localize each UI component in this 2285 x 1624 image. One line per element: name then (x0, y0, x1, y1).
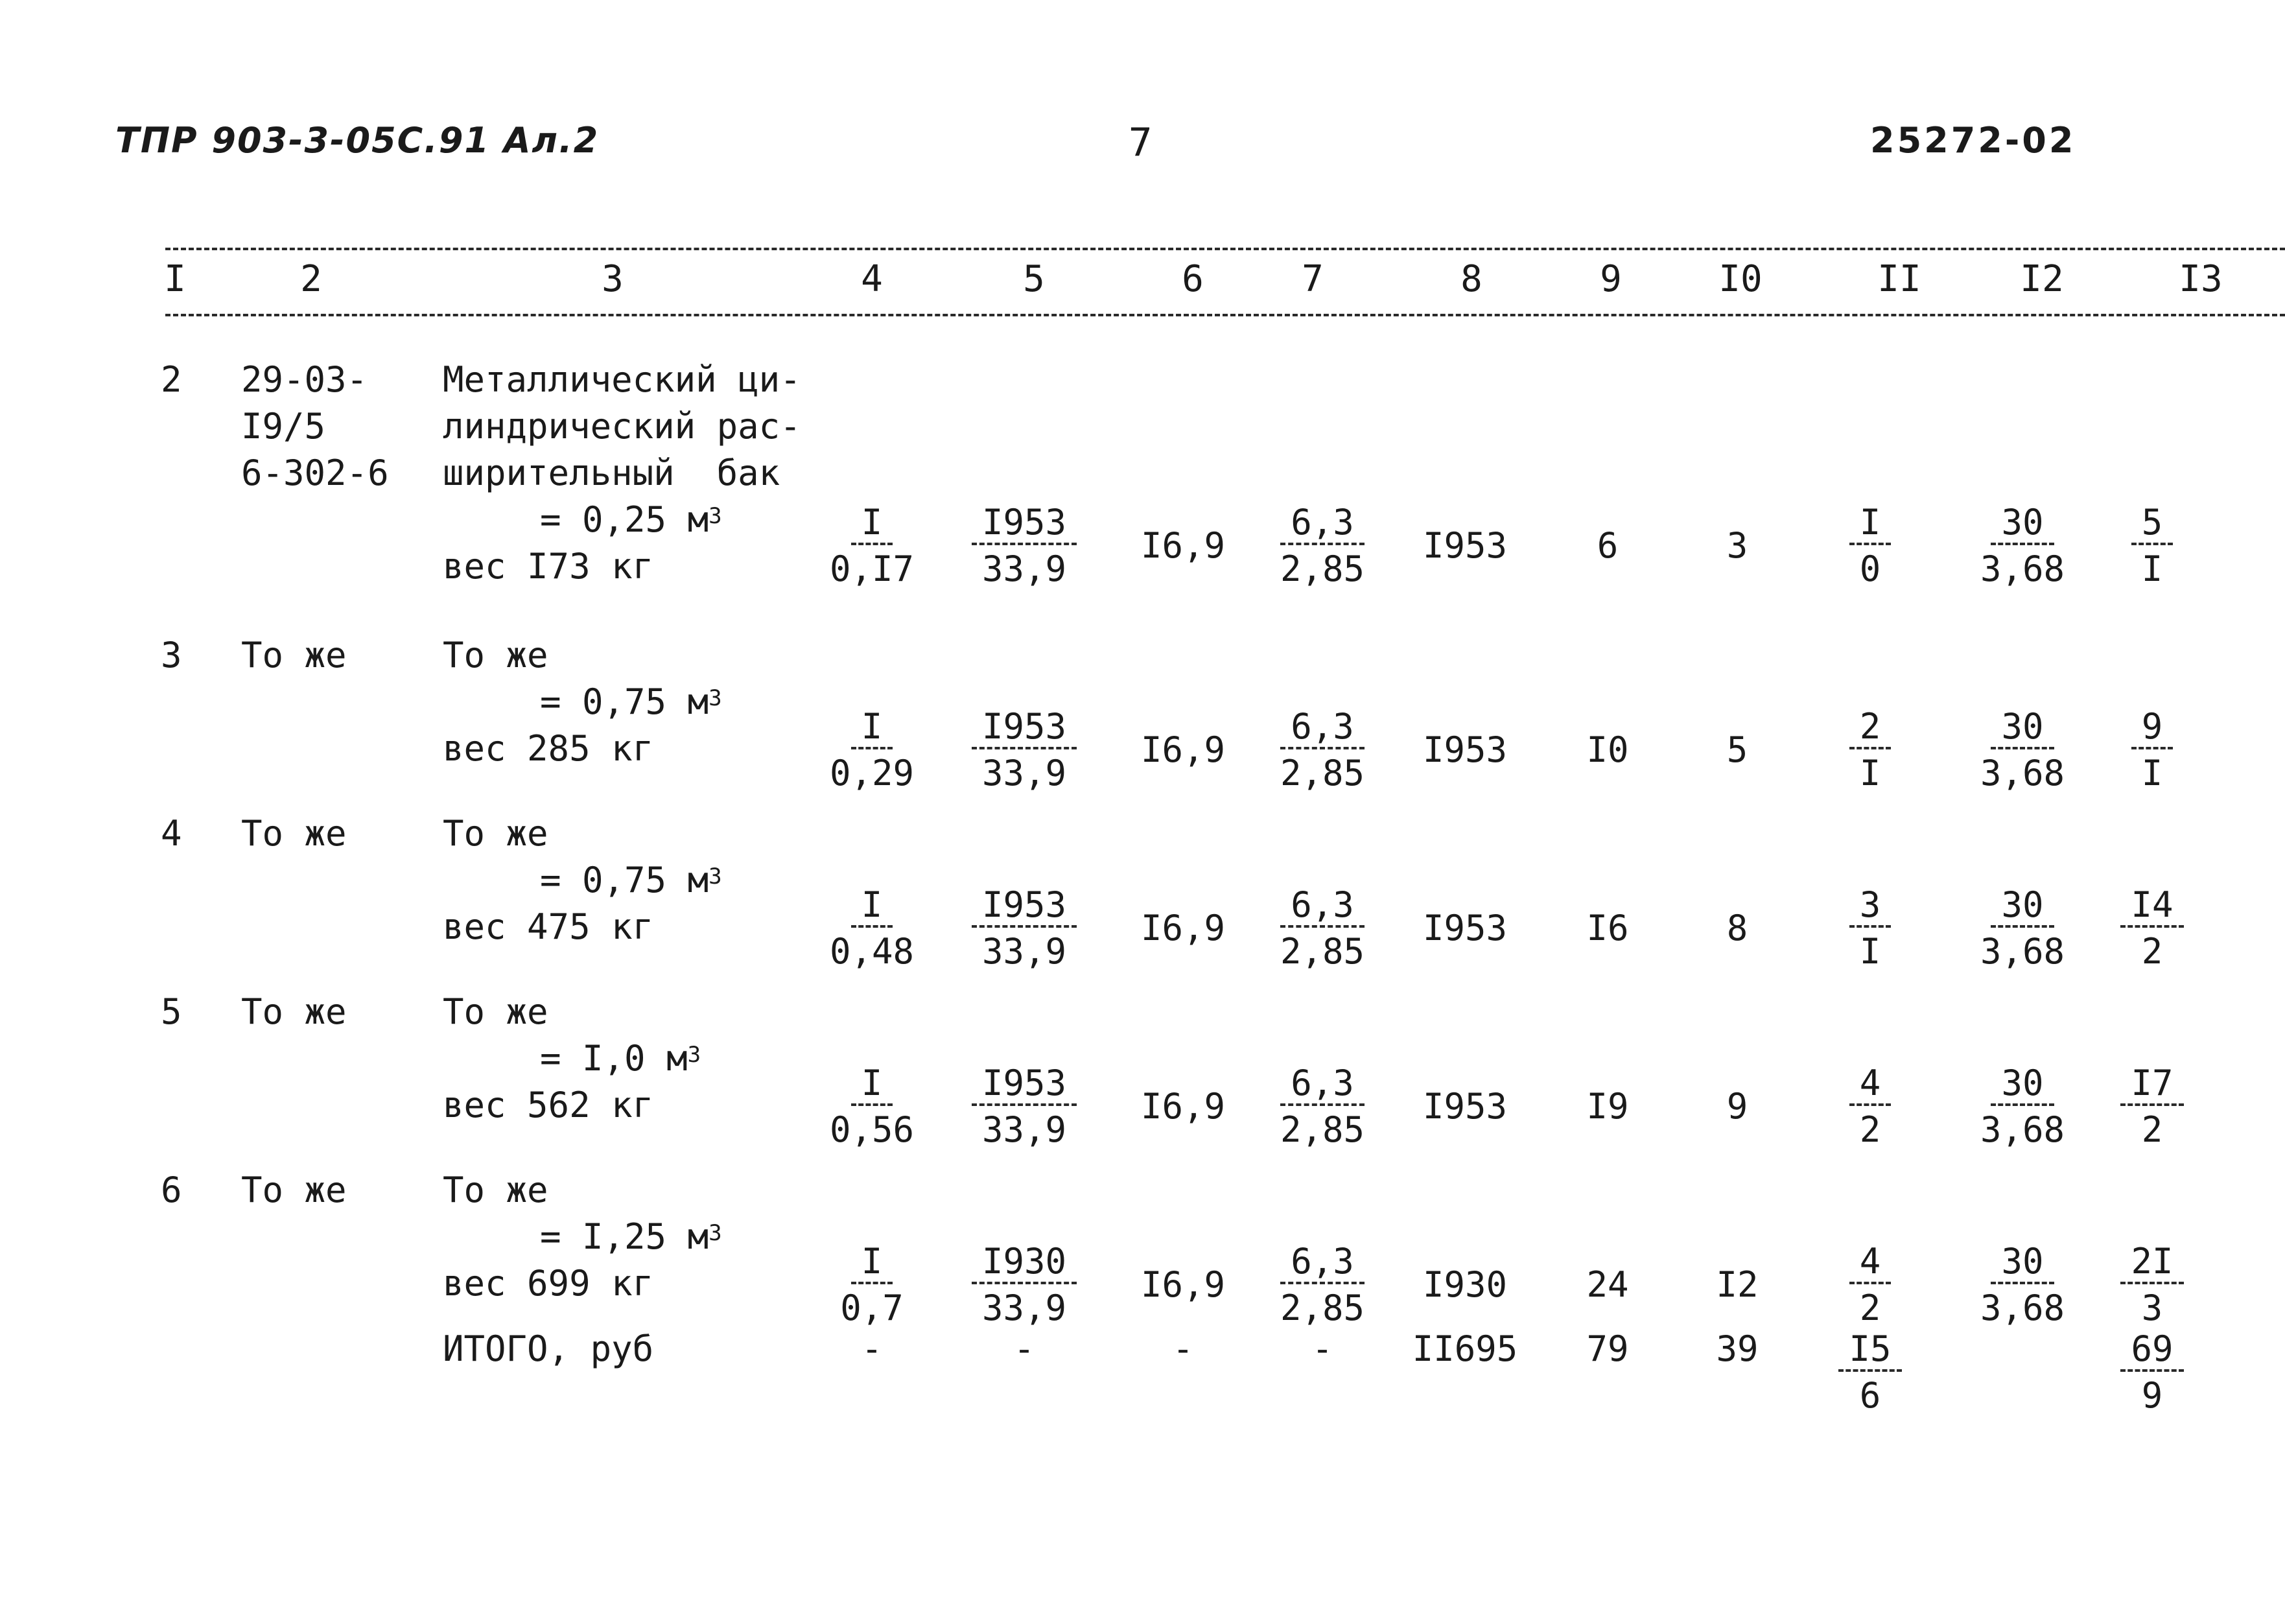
value-cell: I6,9 (1140, 525, 1226, 566)
fraction-cell (1245, 703, 1400, 797)
fraction-cell (2074, 1326, 2230, 1419)
fraction-denominator: 0,I7 (829, 548, 915, 589)
column-number: 8 (1460, 258, 1482, 300)
fraction-numerator: 6,3 (1280, 1063, 1365, 1106)
fraction-denominator: 33,9 (981, 548, 1067, 589)
fraction-numerator: 5 (2131, 502, 2174, 545)
item-description-line: = I,25 $м^3$ (540, 1216, 722, 1257)
fraction-numerator: 3 (1849, 885, 1892, 928)
position-code-line: 6-302-6 (241, 453, 389, 493)
fraction-denominator: 2,85 (1280, 548, 1365, 589)
column-number: I3 (2179, 258, 2223, 300)
fraction-denominator: 2,85 (1280, 931, 1365, 972)
column-number: 2 (300, 258, 322, 300)
fraction-cell (1792, 703, 1948, 797)
page-number: 7 (1128, 120, 1153, 165)
fraction-denominator: 2 (1859, 1288, 1881, 1328)
value-cell: I953 (1422, 525, 1508, 566)
fraction-denominator: 3,68 (1980, 1109, 2065, 1150)
value-cell: 3 (1726, 525, 1748, 566)
value-cell: 24 (1586, 1264, 1629, 1305)
value-cell: I953 (1422, 908, 1508, 948)
position-code (241, 357, 389, 497)
cubic-superscript: 3 (709, 1220, 722, 1246)
column-number: 7 (1302, 258, 1324, 300)
fraction-cell (794, 499, 950, 593)
item-description-line: = 0,25 $м^3$ (540, 499, 722, 540)
fraction-cell (2074, 499, 2230, 593)
fraction-numerator: 30 (1991, 707, 2054, 749)
value-cell: - (1172, 1328, 1194, 1369)
fraction-numerator: I (851, 1242, 893, 1284)
item-description-line: = 0,75 $м^3$ (540, 681, 722, 722)
fraction-denominator: 0 (1859, 548, 1881, 589)
item-description-line: ширительный бак (443, 453, 780, 493)
fraction-numerator: I (1849, 502, 1892, 545)
fraction-numerator: 30 (1991, 1242, 2054, 1284)
fraction-denominator: 2 (1859, 1109, 1881, 1150)
item-description-line: = I,0 $м^3$ (540, 1038, 701, 1079)
item-description (443, 989, 701, 1129)
fraction-numerator: I7 (2120, 1063, 2183, 1106)
fraction-numerator: 6,3 (1280, 1242, 1365, 1284)
fraction-denominator: 3 (2141, 1288, 2163, 1328)
item-description-line: То же (443, 1170, 548, 1210)
value-cell: I9 (1586, 1086, 1629, 1127)
fraction-cell (1792, 1238, 1948, 1332)
item-description-line: вес 285 кг (443, 728, 654, 769)
fraction-cell (1245, 499, 1400, 593)
item-description-line: То же (443, 813, 548, 854)
row-number: 5 (161, 991, 182, 1032)
value-cell: I6,9 (1140, 1264, 1226, 1305)
value-cell: 9 (1726, 1086, 1748, 1127)
sheet-code: 25272-02 (1870, 120, 2076, 161)
fraction-denominator: 33,9 (981, 1109, 1067, 1150)
fraction-cell (2074, 1060, 2230, 1153)
fraction-numerator: 30 (1991, 502, 2054, 545)
item-description-line: То же (443, 991, 548, 1032)
fraction-numerator: 2I (2120, 1242, 2183, 1284)
item-description-line: вес 562 кг (443, 1085, 654, 1125)
value-cell: I953 (1422, 1086, 1508, 1127)
fraction-cell (1792, 1060, 1948, 1153)
item-description-line: = 0,75 $м^3$ (540, 860, 722, 900)
item-description-line: То же (443, 635, 548, 676)
position-code (241, 1167, 347, 1214)
fraction-denominator: 3,68 (1980, 931, 2065, 972)
value-cell: 8 (1726, 908, 1748, 948)
total-value: 39 (1716, 1328, 1759, 1369)
fraction-numerator: 9 (2131, 707, 2174, 749)
fraction-cell (794, 1238, 950, 1332)
fraction-denominator: 3,68 (1980, 1288, 2065, 1328)
fraction-cell (2074, 703, 2230, 797)
column-number: 4 (861, 258, 883, 300)
fraction-denominator: 0,56 (829, 1109, 915, 1150)
fraction-numerator: 6,3 (1280, 885, 1365, 928)
fraction-cell (2074, 882, 2230, 975)
cubic-superscript: 3 (709, 864, 722, 889)
fraction-numerator: I5 (1838, 1329, 1901, 1372)
fraction-denominator: 2,85 (1280, 1288, 1365, 1328)
fraction-numerator: 30 (1991, 885, 2054, 928)
fraction-cell (946, 703, 1102, 797)
item-description (443, 1167, 722, 1307)
item-description-line: Металлический ци- (443, 359, 801, 400)
cubic-superscript: 3 (709, 503, 722, 529)
fraction-denominator: 3,68 (1980, 548, 2065, 589)
row-number: 4 (161, 813, 182, 854)
document-code: ТПР 903-3-05С.91 Ал.2 (115, 120, 600, 161)
value-cell: I0 (1586, 729, 1629, 770)
column-number: 5 (1023, 258, 1045, 300)
fraction-denominator: 2 (2141, 1109, 2163, 1150)
fraction-denominator: 6 (1859, 1375, 1881, 1416)
fraction-denominator: 2,85 (1280, 1109, 1365, 1150)
fraction-cell (1245, 1238, 1400, 1332)
value-cell: - (1311, 1328, 1333, 1369)
total-value: 79 (1586, 1328, 1629, 1369)
fraction-numerator: I953 (972, 1063, 1077, 1106)
fraction-denominator: 0,29 (829, 753, 915, 794)
value-cell: I6,9 (1140, 908, 1226, 948)
column-number: 3 (602, 258, 624, 300)
value-cell: 5 (1726, 729, 1748, 770)
fraction-cell (794, 1060, 950, 1153)
value-cell: I953 (1422, 729, 1508, 770)
column-number: I (164, 258, 186, 300)
fraction-numerator: I4 (2120, 885, 2183, 928)
fraction-cell (946, 1060, 1102, 1153)
item-description-line: вес I73 кг (443, 546, 654, 587)
cubic-superscript: 3 (687, 1042, 701, 1068)
fraction-numerator: I (851, 1063, 893, 1106)
value-cell: I6 (1586, 908, 1629, 948)
fraction-cell (794, 703, 950, 797)
fraction-denominator: I (1859, 753, 1881, 794)
fraction-numerator: 69 (2120, 1329, 2183, 1372)
fraction-denominator: 0,48 (829, 931, 915, 972)
position-code-line: То же (241, 991, 347, 1032)
fraction-cell (946, 1238, 1102, 1332)
value-cell: 6 (1597, 525, 1619, 566)
fraction-cell (1245, 882, 1400, 975)
fraction-cell (1245, 1060, 1400, 1153)
fraction-numerator: I953 (972, 707, 1077, 749)
fraction-denominator: 33,9 (981, 753, 1067, 794)
value-cell: I6,9 (1140, 729, 1226, 770)
fraction-denominator: 0,7 (840, 1288, 904, 1328)
position-code-line: То же (241, 1170, 347, 1210)
fraction-denominator: 33,9 (981, 931, 1067, 972)
fraction-numerator: 6,3 (1280, 502, 1365, 545)
column-number: II (1877, 258, 1921, 300)
table-header-top-rule (165, 248, 2285, 250)
item-description-line: вес 699 кг (443, 1263, 654, 1304)
row-number: 3 (161, 635, 182, 676)
fraction-denominator: I (2141, 753, 2163, 794)
fraction-denominator: 3,68 (1980, 753, 2065, 794)
position-code (241, 632, 347, 679)
fraction-numerator: I (851, 885, 893, 928)
fraction-numerator: 2 (1849, 707, 1892, 749)
fraction-numerator: 4 (1849, 1242, 1892, 1284)
table-header-bottom-rule (165, 314, 2285, 316)
fraction-cell (2074, 1238, 2230, 1332)
position-code-line: То же (241, 635, 347, 676)
item-description-line: линдрический рас- (443, 406, 801, 447)
value-cell: - (1013, 1328, 1035, 1369)
fraction-numerator: I (851, 707, 893, 749)
total-value: II695 (1412, 1328, 1518, 1369)
value-cell: I2 (1716, 1264, 1759, 1305)
fraction-cell (1792, 1326, 1948, 1419)
fraction-numerator: I (851, 502, 893, 545)
position-code-line: I9/5 (241, 406, 326, 447)
cubic-superscript: 3 (709, 685, 722, 711)
column-number: I0 (1718, 258, 1763, 300)
position-code-line: 29-03- (241, 359, 368, 400)
fraction-numerator: 6,3 (1280, 707, 1365, 749)
fraction-numerator: 4 (1849, 1063, 1892, 1106)
fraction-numerator: I953 (972, 885, 1077, 928)
value-cell: - (861, 1328, 883, 1369)
fraction-cell (946, 882, 1102, 975)
fraction-cell (946, 499, 1102, 593)
column-number: 6 (1182, 258, 1204, 300)
value-cell: I6,9 (1140, 1086, 1226, 1127)
position-code-line: То же (241, 813, 347, 854)
total-label: ИТОГО, руб (443, 1328, 654, 1369)
fraction-denominator: I (1859, 931, 1881, 972)
item-description (443, 810, 722, 950)
item-description (443, 632, 722, 772)
row-number: 6 (161, 1170, 182, 1210)
fraction-denominator: 33,9 (981, 1288, 1067, 1328)
row-number: 2 (161, 359, 182, 400)
fraction-denominator: 2 (2141, 931, 2163, 972)
position-code (241, 810, 347, 857)
fraction-denominator: 9 (2141, 1375, 2163, 1416)
fraction-cell (1792, 499, 1948, 593)
fraction-numerator: 30 (1991, 1063, 2054, 1106)
column-number: 9 (1600, 258, 1622, 300)
fraction-cell (794, 882, 950, 975)
fraction-denominator: I (2141, 548, 2163, 589)
fraction-numerator: I953 (972, 502, 1077, 545)
fraction-numerator: I930 (972, 1242, 1077, 1284)
fraction-denominator: 2,85 (1280, 753, 1365, 794)
value-cell: I930 (1422, 1264, 1508, 1305)
position-code (241, 989, 347, 1035)
item-description (443, 357, 801, 590)
item-description-line: вес 475 кг (443, 906, 654, 947)
column-number: I2 (2020, 258, 2064, 300)
fraction-cell (1792, 882, 1948, 975)
